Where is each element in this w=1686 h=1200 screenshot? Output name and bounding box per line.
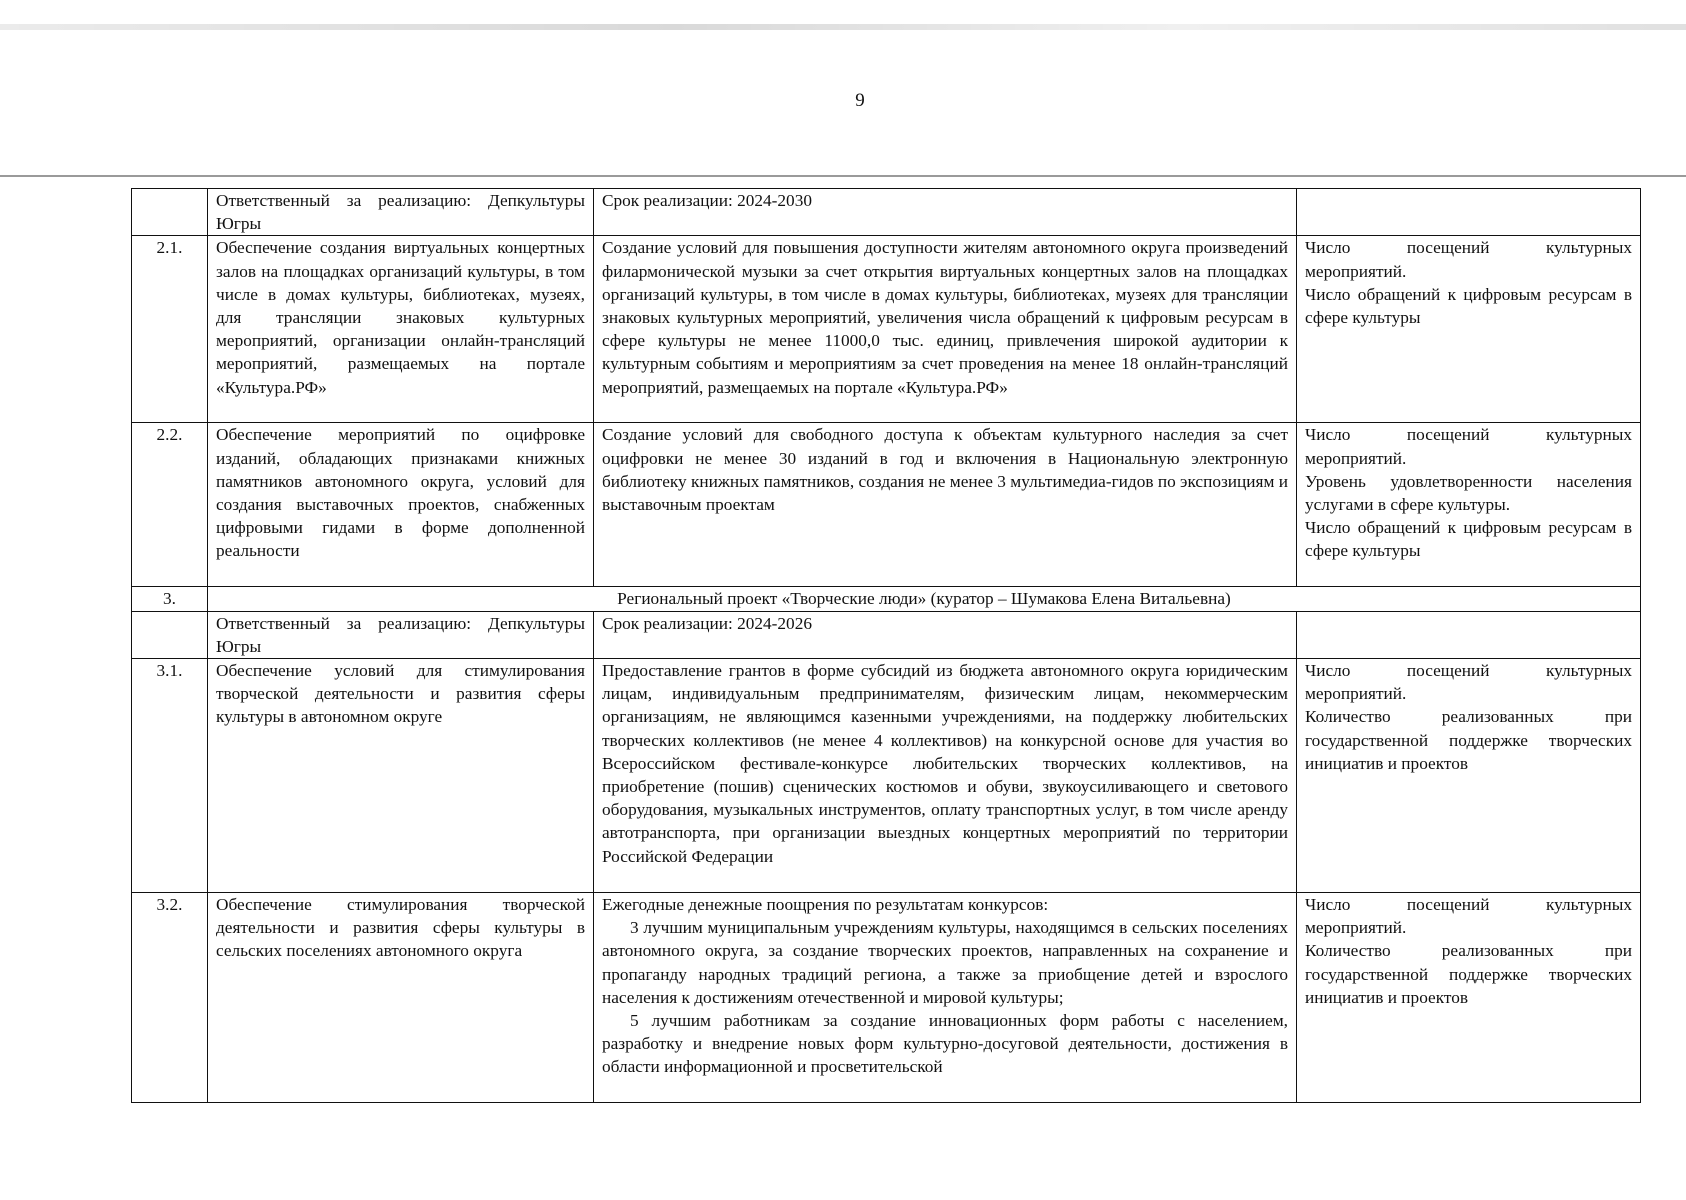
description-paragraph: Создание условий для свободного доступа к объектам культурного наследия за счет оцифровки не менее 30 изданий в год и включения в Национальную электронную библиотеку книжных памятников, создания не менее 3 мультимедиа-гидов по экспозициям и выставочным проектам [602,425,1288,515]
row-number [132,611,208,658]
description-paragraph: Предоставление грантов в форме субсидий из бюджета автономного округа юридическим лицам, индивидуальным предпринимателям, физическим лицам, некоммерческим организациям, не являющимся казенными учреждениями, на поддержку любительских творческих коллективов (не менее 4 коллективов) на конкурсной основе для участия во Всероссийском фестивале-конкурсе любительских творческих коллективов, на приобретение (пошив) сценических костюмов и обуви, звукоусиливающего и светового оборудования, музыкальных инструментов, оплату транспортных услуг, в том числе аренду автотранспорта, при организации выездных концертных мероприятий по территории Российской Федерации [602,661,1288,866]
row-number: 2.1. [132,236,208,423]
row-number: 3. [132,587,208,611]
description-cell [594,659,1297,893]
table-row-2-2 [132,423,1641,587]
table-row-responsible-2 [132,189,1641,236]
program-table [131,188,1641,1103]
row-number [132,189,208,236]
description-cell [594,611,1297,658]
description-cell [594,236,1297,423]
description-paragraph: Срок реализации: 2024-2026 [602,613,812,633]
table-row-responsible-3 [132,611,1641,658]
measure-cell: Обеспечение условий для стимулирования творческой деятельности и развития сферы культуры в автономном округе [208,659,594,893]
indicator-item: Число посещений культурных мероприятий. [1305,425,1632,468]
table-row-3-2 [132,893,1641,1103]
indicator-item: Количество реализованных при государственной поддержке творческих инициатив и проектов [1305,941,1632,1007]
measure-cell: Ответственный за реализацию: Депкультуры Югры [208,611,594,658]
row-number: 3.1. [132,659,208,893]
indicators-cell [1297,659,1641,893]
indicator-item: Число посещений культурных мероприятий. [1305,895,1632,938]
project-title: Региональный проект «Творческие люди» (куратор – Шумакова Елена Витальевна) [208,587,1641,611]
description-paragraph: Срок реализации: 2024-2030 [602,191,812,210]
indicator-item: Число обращений к цифровым ресурсам в сфере культуры [1305,284,1632,328]
measure-cell: Ответственный за реализацию: Депкультуры Югры [208,189,594,236]
table-row-project-3 [132,587,1641,611]
page-number: 9 [855,90,865,111]
indicators-cell [1297,423,1641,587]
indicator-item: Уровень удовлетворенности населения услугами в сфере культуры. [1305,471,1632,515]
description-cell [594,423,1297,587]
description-paragraph: Создание условий для повышения доступности жителям автономного округа произведений филармонической музыки за счет открытия виртуальных концертных залов на площадках организаций культуры, в том числе в домах культуры, библиотеках, музеях для трансляции знаковых культурных мероприятий, увеличения числа обращений к цифровым ресурсам в сфере культуры не менее 11000,0 тыс. единиц, привлечения широкой аудитории к культурным событиям и мероприятиям за счет проведения на менее 18 онлайн-трансляций мероприятий, размещаемых на портале «Культура.РФ» [602,238,1288,397]
indicators-cell [1297,189,1641,236]
measure-cell: Обеспечение создания виртуальных концертных залов на площадках организаций культуры, в том числе в домах культуры, библиотеках, музеях, для трансляции знаковых культурных мероприятий, организации онлайн-трансляций мероприятий, размещаемых на портале «Культура.РФ» [208,236,594,423]
row-number: 2.2. [132,423,208,587]
scan-edge-noise [0,24,1686,30]
indicator-item: Количество реализованных при государственной поддержке творческих инициатив и проектов [1305,707,1632,773]
indicator-item: Число посещений культурных мероприятий. [1305,661,1632,704]
description-paragraph: Ежегодные денежные поощрения по результатам конкурсов: [602,895,1049,915]
description-cell [594,893,1297,1103]
row-number: 3.2. [132,893,208,1103]
indicator-item: Число обращений к цифровым ресурсам в сфере культуры [1305,518,1632,561]
description-cell [594,189,1297,236]
measure-cell: Обеспечение стимулирования творческой деятельности и развития сферы культуры в сельских поселениях автономного округа [208,893,594,1103]
table-row-2-1 [132,236,1641,423]
indicators-cell [1297,236,1641,423]
description-paragraph: 3 лучшим муниципальным учреждениям культуры, находящимся в сельских поселениях автономного округа, за создание творческих проектов, направленных на сохранение и пропаганду народных традиций региона, а также за приобщение детей и взрослого населения к достижениям отечественной и мировой культуры; [602,918,1288,1007]
table-row-3-1 [132,659,1641,893]
indicator-item: Число посещений культурных мероприятий. [1305,238,1632,281]
scan-fold-line [0,175,1686,177]
indicators-cell [1297,611,1641,658]
measure-cell: Обеспечение мероприятий по оцифровке изданий, обладающих признаками книжных памятников автономного округа, условий для создания выставочных проектов, снабженных цифровыми гидами в форме дополненной реальности [208,423,594,587]
description-paragraph: 5 лучшим работникам за создание инновационных форм работы с населением, разработку и внедрение новых форм культурно-досуговой деятельности, достижения в области информационной и просветительской [602,1011,1288,1077]
indicators-cell [1297,893,1641,1103]
